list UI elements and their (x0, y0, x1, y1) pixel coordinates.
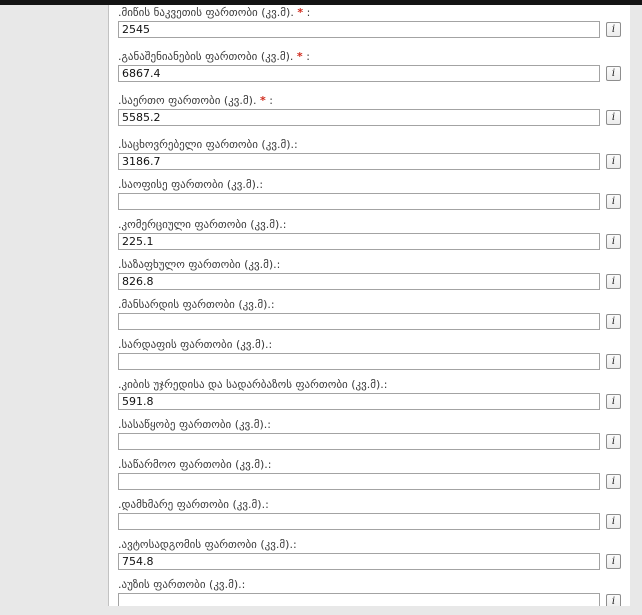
field-input[interactable] (118, 21, 600, 38)
info-icon: i (611, 195, 616, 207)
field-label: .განაშენიანების ფართობი (კვ.მ). (118, 50, 294, 63)
form-field-row (118, 6, 621, 38)
field-input-line (118, 593, 621, 606)
field-input-line (118, 21, 621, 38)
field-label-line (118, 378, 621, 391)
field-input[interactable] (118, 353, 600, 370)
field-label: .სასაწყობე ფართობი (კვ.მ).: (118, 418, 272, 431)
info-icon: i (611, 23, 616, 35)
field-input[interactable] (118, 65, 600, 82)
info-button[interactable] (606, 314, 621, 329)
info-icon: i (611, 155, 616, 167)
field-input[interactable] (118, 513, 600, 530)
form-field-row (118, 538, 621, 570)
field-label: .ავტოსადგომის ფართობი (კვ.მ).: (118, 538, 297, 551)
field-label-line (118, 458, 621, 471)
info-icon: i (611, 315, 616, 327)
form-field-row (118, 138, 621, 170)
field-input[interactable] (118, 193, 600, 210)
field-input[interactable] (118, 313, 600, 330)
field-label: .სარდაფის ფართობი (კვ.მ).: (118, 338, 273, 351)
required-asterisk: * (296, 50, 303, 63)
field-label-line (118, 498, 621, 511)
info-button[interactable] (606, 354, 621, 369)
info-button[interactable] (606, 554, 621, 569)
field-label: .საზაფხულო ფართობი (კვ.მ).: (118, 258, 281, 271)
form-field-row (118, 338, 621, 370)
info-button[interactable] (606, 394, 621, 409)
field-input[interactable] (118, 233, 600, 250)
form-field-row (118, 178, 621, 210)
required-colon: : (269, 94, 273, 107)
required-colon: : (306, 50, 310, 63)
required-asterisk: * (259, 94, 266, 107)
field-input-line (118, 313, 621, 330)
info-icon: i (611, 435, 616, 447)
info-button[interactable] (606, 66, 621, 81)
field-label: .მანსარდის ფართობი (კვ.მ).: (118, 298, 275, 311)
form-rows (118, 6, 621, 606)
info-button[interactable] (606, 274, 621, 289)
field-input[interactable] (118, 433, 600, 450)
field-input[interactable] (118, 553, 600, 570)
field-label-line (118, 94, 621, 107)
field-label-line (118, 50, 621, 63)
field-input-line (118, 553, 621, 570)
field-label-line (118, 418, 621, 431)
form-field-row (118, 50, 621, 82)
info-icon: i (611, 555, 616, 567)
field-input[interactable] (118, 153, 600, 170)
required-marker (294, 6, 310, 19)
required-asterisk: * (297, 6, 304, 19)
form-field-row (118, 258, 621, 290)
field-label-line (118, 258, 621, 271)
field-label-line (118, 6, 621, 19)
form-field-row (118, 458, 621, 490)
field-input[interactable] (118, 273, 600, 290)
field-label-line (118, 218, 621, 231)
info-icon: i (611, 111, 616, 123)
field-label: .საოფისე ფართობი (კვ.მ).: (118, 178, 264, 191)
field-input-line (118, 153, 621, 170)
field-input-line (118, 273, 621, 290)
required-marker (293, 50, 309, 63)
field-label: .კომერციული ფართობი (კვ.მ).: (118, 218, 287, 231)
field-label: .საწარმოო ფართობი (კვ.მ).: (118, 458, 272, 471)
info-button[interactable] (606, 594, 621, 606)
field-label-line (118, 138, 621, 151)
field-input-line (118, 393, 621, 410)
content-panel (108, 5, 630, 606)
field-input-line (118, 433, 621, 450)
info-button[interactable] (606, 194, 621, 209)
info-button[interactable] (606, 154, 621, 169)
info-icon: i (611, 67, 616, 79)
field-label-line (118, 538, 621, 551)
field-label-line (118, 338, 621, 351)
field-input[interactable] (118, 109, 600, 126)
required-marker (256, 94, 272, 107)
field-input-line (118, 353, 621, 370)
field-input[interactable] (118, 393, 600, 410)
field-label: .საერთო ფართობი (კვ.მ). (118, 94, 257, 107)
form-field-row (118, 218, 621, 250)
field-label-line (118, 578, 621, 591)
field-input-line (118, 193, 621, 210)
info-button[interactable] (606, 474, 621, 489)
field-label: .მიწის ნაკვეთის ფართობი (კვ.მ). (118, 6, 294, 19)
info-icon: i (611, 355, 616, 367)
form-field-row (118, 578, 621, 606)
info-icon: i (611, 595, 616, 606)
info-icon: i (611, 395, 616, 407)
field-input-line (118, 233, 621, 250)
field-input[interactable] (118, 593, 600, 606)
field-label: .დამხმარე ფართობი (კვ.მ).: (118, 498, 269, 511)
info-icon: i (611, 475, 616, 487)
form-field-row (118, 498, 621, 530)
field-label-line (118, 178, 621, 191)
field-input-line (118, 513, 621, 530)
info-button[interactable] (606, 514, 621, 529)
info-icon: i (611, 275, 616, 287)
form-field-row (118, 418, 621, 450)
form-field-row (118, 378, 621, 410)
form-field-row (118, 94, 621, 126)
form-field-row (118, 298, 621, 330)
field-label: .საცხოვრებელი ფართობი (კვ.მ).: (118, 138, 298, 151)
info-button[interactable] (606, 434, 621, 449)
info-icon: i (611, 515, 616, 527)
field-label-line (118, 298, 621, 311)
field-label: .კიბის უჯრედისა და სადარბაზოს ფართობი (კვ.მ).: (118, 378, 388, 391)
field-input-line (118, 65, 621, 82)
field-input[interactable] (118, 473, 600, 490)
field-input-line (118, 473, 621, 490)
info-button[interactable] (606, 22, 621, 37)
info-button[interactable] (606, 110, 621, 125)
info-button[interactable] (606, 234, 621, 249)
field-input-line (118, 109, 621, 126)
info-icon: i (611, 235, 616, 247)
field-label: .აუზის ფართობი (კვ.მ).: (118, 578, 246, 591)
required-colon: : (306, 6, 311, 19)
